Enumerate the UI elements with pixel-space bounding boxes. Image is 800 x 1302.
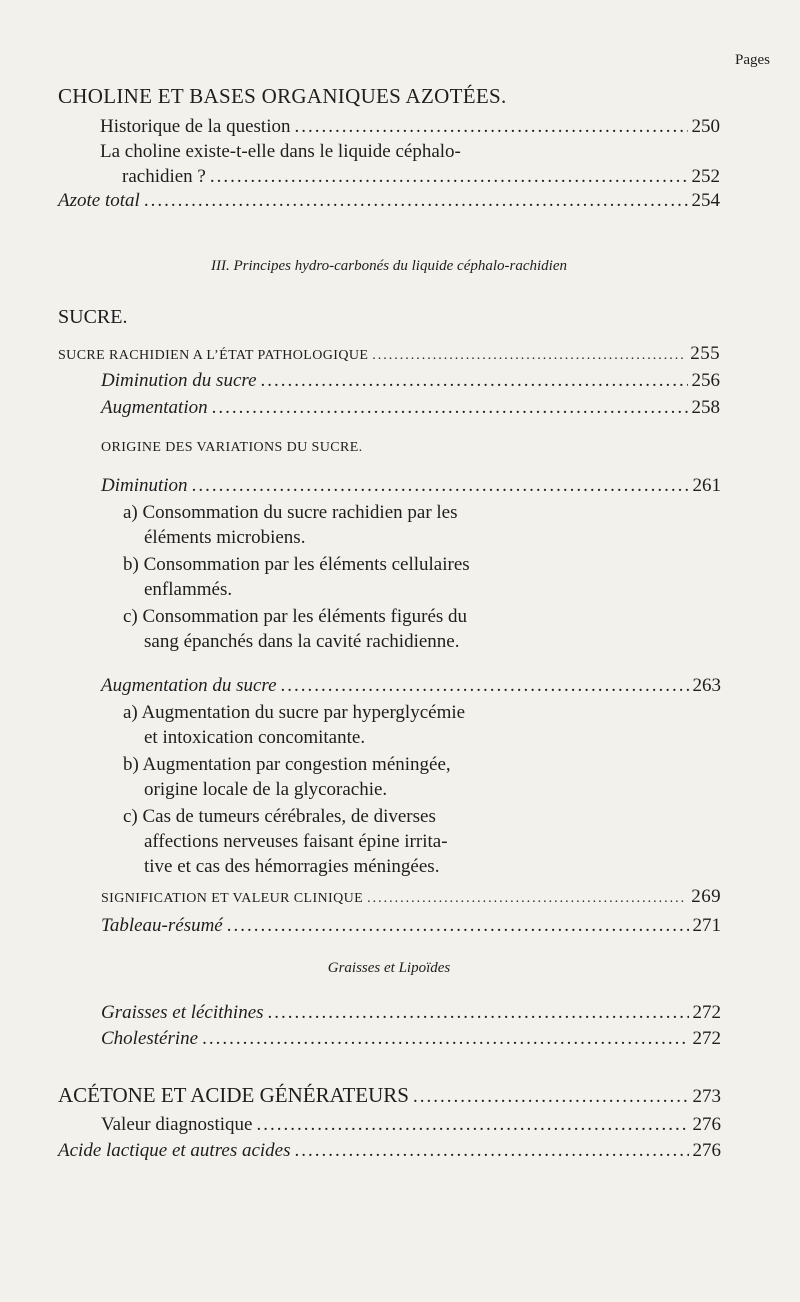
entry-page: 271 (692, 915, 721, 936)
item-text-cont: origine locale de la glycorachie. (144, 779, 388, 800)
entry-label: Tableau-résumé (101, 915, 223, 936)
dim-item-b (123, 552, 470, 602)
leader-dots (210, 164, 688, 189)
item-text: a) Augmentation du sucre par hyperglycémie (123, 702, 466, 723)
leader-dots (281, 674, 689, 698)
entry-label: Azote total (58, 190, 140, 211)
entry-page: 272 (692, 1028, 721, 1049)
toc-entry-acetone (58, 1083, 721, 1109)
item-text: b) Augmentation par congestion méningée, (123, 754, 451, 775)
entry-label: SUCRE RACHIDIEN A L’ÉTAT PATHOLOGIQUE (58, 348, 369, 363)
item-text: c) Cas de tumeurs cérébrales, de diverses (123, 806, 436, 827)
entry-label: Cholestérine (101, 1028, 199, 1049)
toc-entry-tableau (101, 914, 721, 938)
toc-entry-augmentation-sucre (101, 674, 721, 698)
leader-dots (227, 914, 689, 938)
toc-entry-historique (100, 115, 720, 139)
entry-label: Acide lactique et autres acides (58, 1140, 291, 1161)
leader-dots (212, 396, 688, 420)
leader-dots (413, 1085, 689, 1109)
section-title-graisses: Graisses et Lipoïdes (327, 960, 451, 976)
toc-entry-azote (58, 189, 720, 213)
item-text: c) Consommation par les éléments figurés du (123, 606, 468, 627)
leader-dots (202, 1027, 688, 1051)
toc-entry-existe (100, 139, 720, 189)
leader-dots (295, 1139, 689, 1163)
entry-label: Augmentation du sucre (101, 675, 277, 696)
item-text-cont: éléments microbiens. (144, 527, 306, 548)
subsection-title-origine: ORIGINE DES VARIATIONS DU SUCRE. (101, 440, 363, 455)
entry-page: 276 (692, 1140, 721, 1161)
entry-page: 258 (691, 397, 720, 418)
toc-entry-graisses (101, 1001, 721, 1025)
section-title-choline: CHOLINE ET BASES ORGANIQUES AZOTÉES. (58, 84, 507, 108)
toc-entry-augmentation (101, 396, 720, 420)
entry-label: Historique de la question (100, 116, 291, 137)
item-text-cont: et intoxication concomitante. (144, 727, 366, 748)
item-text: b) Consommation par les éléments cellulaires (123, 554, 470, 575)
entry-page: 255 (690, 343, 720, 364)
entry-page: 252 (691, 166, 720, 187)
dim-item-c (123, 604, 467, 654)
leader-dots (372, 344, 686, 368)
leader-dots (295, 115, 688, 139)
toc-entry-diminution-sucre (101, 369, 720, 393)
entry-label-line1: La choline existe-t-elle dans le liquide céphalo- (100, 141, 461, 162)
entry-page: 269 (691, 886, 721, 907)
leader-dots (261, 369, 688, 393)
toc-entry-valeur (101, 1113, 721, 1137)
entry-page: 261 (692, 475, 721, 496)
toc-entry-cholesterine (101, 1027, 721, 1051)
item-text-cont: affections nerveuses faisant épine irrita- (144, 831, 448, 852)
entry-label: SIGNIFICATION ET VALEUR CLINIQUE (101, 891, 364, 906)
item-text-cont: sang épanchés dans la cavité rachidienne. (144, 631, 460, 652)
entry-page: 276 (692, 1114, 721, 1135)
dim-item-a (123, 500, 458, 550)
item-text-cont2: tive et cas des hémorragies méningées. (144, 856, 440, 877)
aug-item-b (123, 752, 451, 802)
toc-entry-acide (58, 1139, 721, 1163)
entry-label: ACÉTONE ET ACIDE GÉNÉRATEURS (58, 1083, 409, 1107)
entry-page: 273 (692, 1086, 721, 1107)
entry-page: 263 (692, 675, 721, 696)
pages-column-label: Pages (735, 52, 770, 68)
leader-dots (192, 474, 689, 498)
item-text: a) Consommation du sucre rachidien par les (123, 502, 458, 523)
entry-label: Valeur diagnostique (101, 1114, 253, 1135)
item-text-cont: enflammés. (144, 579, 233, 600)
entry-label-line2: rachidien ? (122, 166, 206, 187)
entry-label: Diminution (101, 475, 188, 496)
entry-page: 256 (691, 370, 720, 391)
entry-label: Diminution du sucre (101, 370, 257, 391)
section-title-sucre: SUCRE. (58, 306, 128, 328)
toc-entry-pathologique (58, 342, 720, 368)
toc-entry-signification (101, 885, 721, 911)
aug-item-a (123, 700, 465, 750)
leader-dots (268, 1001, 689, 1025)
aug-item-c (123, 804, 448, 879)
entry-page: 250 (691, 116, 720, 137)
leader-dots (144, 189, 688, 213)
leader-dots (256, 1113, 688, 1137)
leader-dots (367, 887, 687, 911)
entry-page: 272 (692, 1002, 721, 1023)
entry-label: Graisses et lécithines (101, 1002, 264, 1023)
entry-label: Augmentation (101, 397, 208, 418)
entry-page: 254 (691, 190, 720, 211)
section-title-principes: III. Principes hydro-carbonés du liquide céphalo-rachidien (210, 258, 568, 274)
toc-entry-diminution (101, 474, 721, 498)
